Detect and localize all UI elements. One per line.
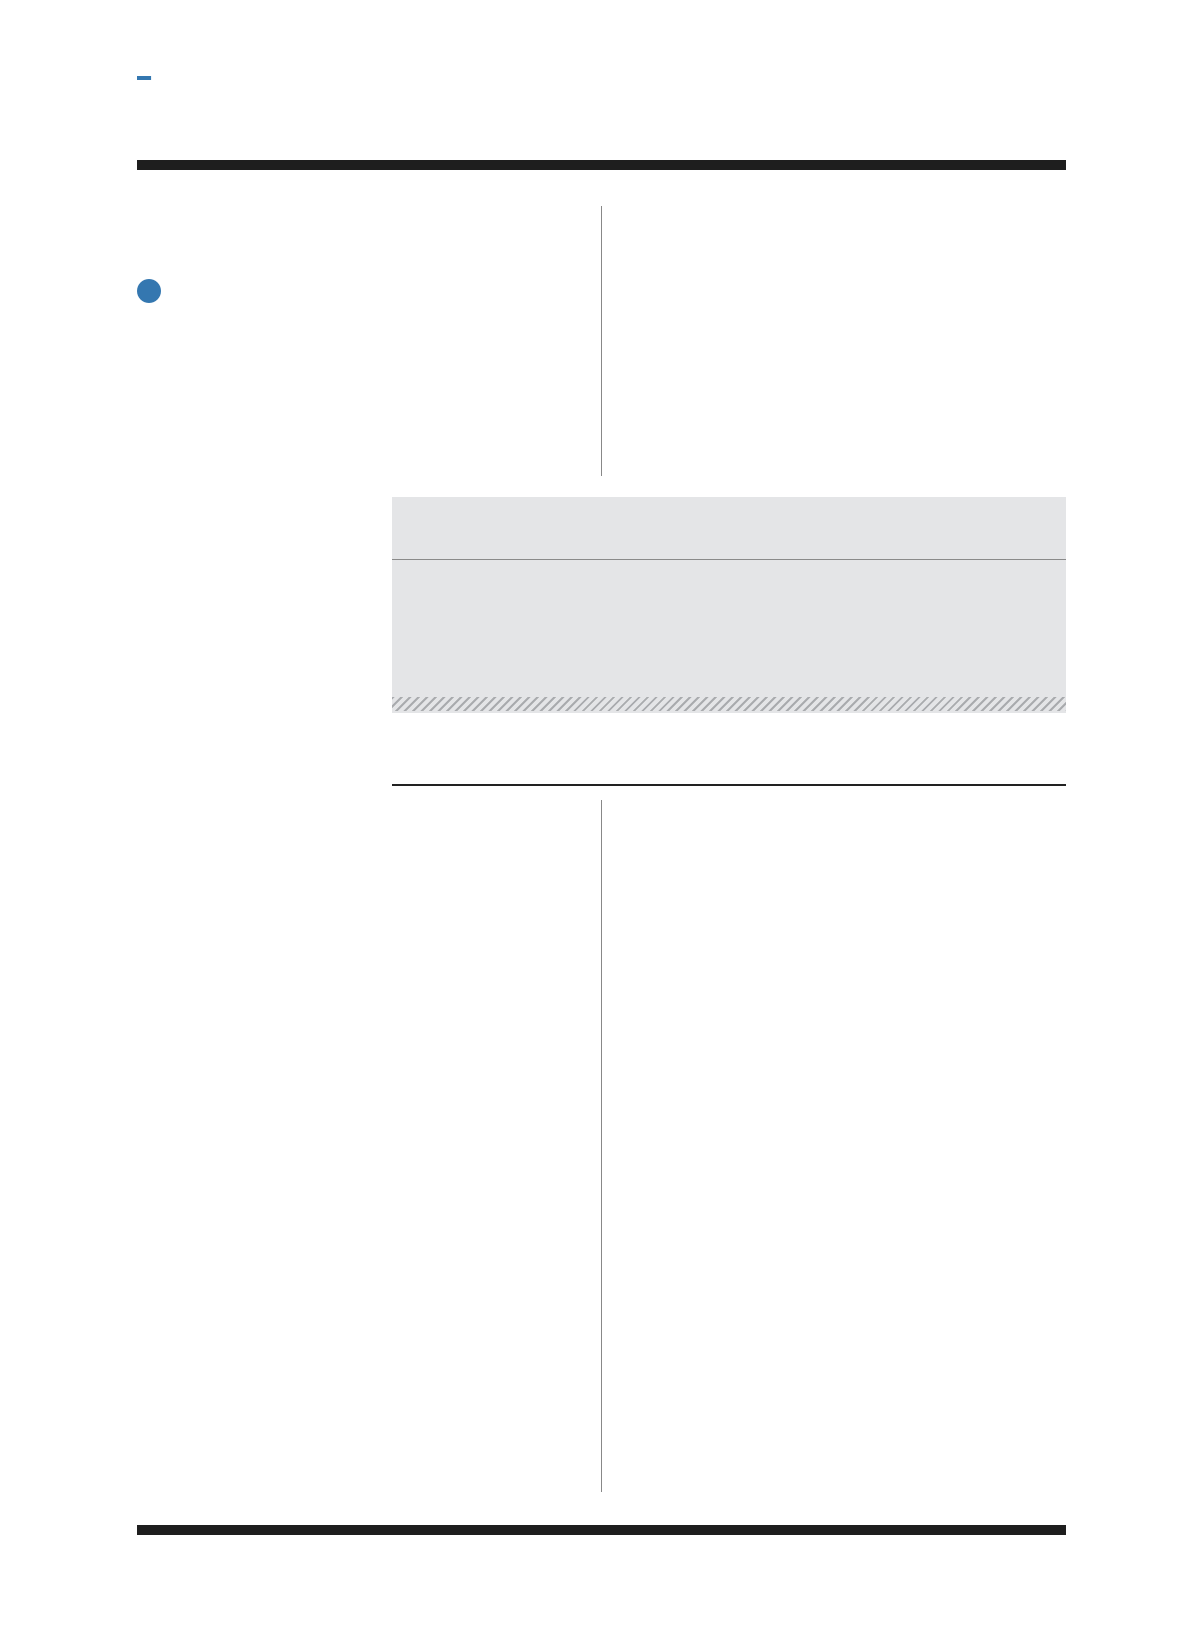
process-steps [392, 607, 1066, 687]
patent-process-figure [392, 497, 1066, 713]
section-number-badge [137, 279, 161, 303]
caption-rule [392, 784, 1066, 786]
col2-bottom [615, 806, 1065, 868]
hatch-band [392, 697, 1066, 711]
publication-tag [137, 76, 151, 80]
figure-rule [392, 559, 1066, 560]
column-divider-bottom [601, 800, 602, 1492]
top-rule [137, 160, 1066, 170]
bottom-rule [137, 1525, 1066, 1535]
header-tags [137, 76, 141, 80]
column-divider-top [601, 206, 602, 476]
section-heading [137, 279, 167, 303]
paragraph [615, 818, 1065, 843]
